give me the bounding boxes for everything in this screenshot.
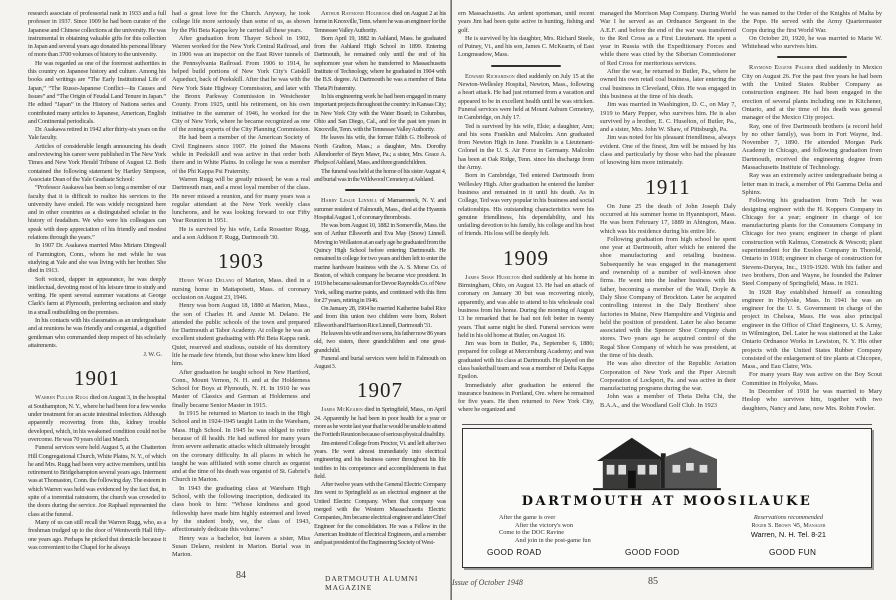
slogan-good-road: GOOD ROAD	[487, 548, 542, 557]
paragraph	[600, 134, 736, 167]
paragraph-text: On October 20, 1920, he was married to Marie W. Whitehead who survives him.	[742, 34, 882, 51]
ad-headline: DARTMOUTH AT MOOSILAUKE	[521, 494, 813, 509]
issue-line: Issue of October 1948	[452, 578, 523, 587]
paragraph-text: died in Springfield, Mass., on April 24. Apparently he had been in poor health for a year or more as he wrote last year that he would be unable to attend the Fortieth Reunion because of serious physical disability.	[314, 406, 446, 439]
paragraph-text: The funeral was held at the home of his sister August 4, and burial was in the Wildwood Cemetery at Ashland.	[314, 167, 446, 183]
class-year-heading: 1911	[645, 174, 691, 199]
paragraph	[458, 10, 594, 35]
paragraph	[172, 485, 310, 535]
paragraph	[314, 93, 446, 134]
paragraph	[172, 35, 310, 135]
paragraph-text: Following his graduation from Tech he was designing engineer with the H. Koppers Company in Chicago for a year; engineer in charge of ice manufacturing plants for the Consumers Company in Chicago for two years; engineer in charge of plant construction with Kalmus, Comstock & Wescott; plant superintendent for the Exolon Company in Thorold, Ontario in 1918; engineer in charge of construction for Stevens-Duryea, Inc., 1919-1920. With his father and two brothers, Don and Wayne, he founded the Palmer Steel Company of Springfield, Mass. in 1921.	[742, 197, 882, 288]
obituary-name: Arthur Raymond Holbrook	[321, 10, 391, 17]
paragraph-text: Warren Rugg will be greatly missed; he was a real Dartmouth man, and a most loyal member of the class. He never missed a reunion, and for many years was a regular attendant at the New York weekly class luncheons, and he was looking forward to our Fifty Year Reunion in 1951.	[172, 175, 310, 225]
poem-line: And join in the post-game fun	[515, 536, 591, 544]
paragraph	[172, 176, 310, 226]
paragraph-text: Immediately after graduation he entered the insurance business in Portland, Ore. where he remained for five years. He then returned to New York City, where he organized and	[458, 381, 594, 414]
paragraph	[314, 197, 446, 222]
page-number-left: 84	[236, 570, 246, 581]
paragraph	[600, 360, 736, 393]
paragraph	[28, 276, 166, 317]
paragraph	[28, 143, 166, 184]
poem-line: After the victory's won	[515, 521, 573, 529]
paragraph	[314, 35, 446, 93]
paragraph	[28, 184, 166, 242]
paragraph-text: Funeral services were held August 5, at the Chatterton Hill Congregational Church, White Plains, N. Y., of which he and Mrs. Rugg had been very active members, until his retirement to Bridgehampton several years ago. Interment was at Thomaston, Conn. the following day. The esteem in which Warren was held was evidenced by the fact that, in spite of a torrential rainstorm, the church was crowded to the doors during the service. Joe Raphael represented the class at the funeral.	[28, 444, 167, 518]
paragraph-text: died suddenly at his home in Birmingham, Ohio, on August 13. He had an attack of coronary on January 30 but was recovering nicely, apparently, and was able to attend to his wholesale coal business from his home. During the morning of August 13 he remarked that he had not felt better in twenty years. That same night he died. Funeral services were held in his old home at Butler, on August 16.	[458, 273, 594, 339]
paragraph	[314, 481, 446, 547]
paragraph	[314, 10, 446, 35]
paragraph	[314, 440, 446, 481]
paragraph-text: For many years Ray was active on the Boy Scout Committee in Holyoke, Mass.	[742, 371, 882, 387]
ad-divider	[462, 424, 872, 425]
paragraph-text: On June 25 the death of John Joseph Daly occurred at his summer home in Hyannisport, Mass. He was born February 17, 1889 in Abington, Mass. which was his residence during his entire life.	[600, 202, 736, 235]
poem-line: Come to the DOC Ravine	[499, 529, 565, 537]
paragraph-text: Born April 19, 1882 in Ashland, Mass. he graduated from the Ashland High School in 1899. Entering Dartmouth, he remained only until the end of his sophomore year when he transferred to Massachusetts Institute of Technology, where he graduated in 1904 with the B.S. degree. At Dartmouth he was a member of Beta Theta Pi fraternity.	[314, 34, 446, 92]
paragraph	[600, 203, 736, 236]
paragraph	[314, 134, 446, 167]
paragraph	[28, 126, 166, 143]
paragraph	[458, 73, 594, 123]
paragraph	[458, 35, 594, 60]
class-year-heading: 1901	[74, 366, 120, 391]
obituary-name: James McKearin	[321, 406, 363, 414]
paragraph	[458, 382, 594, 415]
class-year-heading: 1907	[357, 378, 403, 403]
class-year-heading: 1909	[503, 245, 549, 270]
paragraph-text: died suddenly in Mexico City on August 26. For the past five years he had been with the United States Rubber Company as construction engineer. He had been engaged in the erection of several plants including one in Kitchener, Ontario, and at the time of his death was general manager of the Mexico City project.	[742, 64, 882, 122]
paragraph-text: Jim was born in Butler, Pa., September 6, 1886; prepared for college at Mercersburg Academy; and was graduated with his class at Dartmouth. He played on the class basketball team and was a member of Delta Kappa Epsilon.	[458, 340, 594, 381]
lodge-illustration	[591, 432, 723, 492]
paragraph-text: He was regarded as one of the foremost authorities in this country on Japanese history and culture. Among his books and writings are “The Early Institutional Life of Japan,” “The Russo-Japanese Conflict—Its Causes and Issues” and “The Origin of Feudal Land Tenure in Japan.” He edited “Japan” in the History of Nations series and contributed many articles to Japanese, American, English and Continental periodicals.	[28, 59, 166, 125]
contact-info: Warren, N. H. Tel. 8-21	[750, 530, 826, 540]
paragraph-text: Ray was an extremely active undergraduate being a letter man in track, a member of Phi Gamma Delta and Sphinx.	[742, 172, 882, 196]
poem-line: After the game is over	[499, 514, 556, 521]
paragraph-text: Articles of considerable length announcing his death and reviewing his career were published in The New York Times and New York Herald Tribune of August 12. Both contained the following statement by Hartley Simpson, Associate Dean of the Yale Graduate School:	[28, 142, 166, 183]
paragraph-text: After twelve years with the General Electric Company Jim went to Springfield as an electrical engineer at the United Electric Company. When that company was merged with the Western Massachusetts Electric Companies, Jim became electrical engineer and later Chief Engineer for the consolidation. He was a Fellow in the American Institute of Electrical Engineers, and a member and past president of the Engineering Society of West-	[314, 481, 446, 547]
right-column-1	[458, 10, 594, 415]
slogan-good-fun: GOOD FUN	[769, 548, 817, 557]
obituary-name: Raymond Eugene Palmer	[749, 64, 814, 72]
paragraph	[742, 10, 882, 35]
paragraph-text: In his engineering work he had been engaged in many important projects throughout the country: in Kansas City; in New York City with the Water Board; in Columbus, Ohio and San Diego, Cal., and for the past ten years in Knoxville, Tenn. with the Tennessee Valley Authority.	[314, 92, 446, 134]
section-divider	[345, 189, 415, 191]
paragraph-text: he was named to the Order of the Knights of Malta by the Pope. He served with the Army Quartermaster Corps during the first World War.	[742, 10, 882, 34]
paragraph-text: Funeral and burial services were held in Falmouth on August 3.	[314, 354, 446, 371]
paragraph	[28, 60, 166, 126]
paragraph-text: In 1907 Dr. Asakawa married Miss Miriam Dingwall of Farmington, Conn., whom he met while he was studying at Yale and she was living with her brother. She died in 1913.	[28, 242, 166, 275]
section-divider	[777, 56, 847, 58]
paragraph	[28, 10, 166, 60]
paragraph-text: Jim was noted for his pleasant friendliness, always evident. One of the finest, Jim will be missed by his class and particularly by those who had the pleasure of knowing him more intimately.	[600, 134, 736, 167]
paragraph	[172, 369, 310, 410]
paragraph	[172, 277, 310, 302]
paragraph-text: Born in Cambridge, Ted entered Dartmouth from Wellesley High. After graduation he entered the lumber business and remained in it until his death. As in College, Ted was very popular in his business and social relationships. His outstanding characteristics were his genuine friendliness, his dependability, and his unfailing devotion to his family, his college and his host of friends. His loss will be deeply felt.	[458, 172, 594, 238]
paragraph	[600, 101, 736, 134]
paragraph	[600, 10, 736, 68]
reservations-note: Reservations recommended	[753, 514, 823, 521]
manager-name: Roger S. Brown '45, Manager	[751, 521, 826, 529]
paragraph-text: After graduation from Thayer School in 1902, Warren worked for the New York Central Railroad, and in 1906 was an inspector on the East River tunnels of the Pennsylvania Railroad. From 1906 to 1914, he helped build portions of New York City's Catskill Aqueduct, back of Peekskill. After that he was with the New York State Highway Commission, and later with the Bronx Parkway Commission in Westchester County. From 1925, until his retirement, on his own initiative in the summer of 1946, he worked for the City of New York, where he became recognized as one of the zoning experts of the City Planning Commission.	[172, 34, 310, 134]
paragraph-text: He leaves his wife, the former Edith G. Holbrook of North Grafton, Mass.; a daughter, Mrs. Dorothy Allendoerfer of Bryn Mawr, Pa.; a sister, Mrs. Grace A. Phelps of Ashland, Mass. and three grandchildren.	[314, 134, 446, 167]
paragraph-text: Soft voiced, dapper in appearance, he was deeply intellectual, devoting most of his leisure time to study and writing. He spent several summer vacations at George Clark's farm at Plymouth, preferring seclusion and study in a small outbuilding on the premises.	[28, 275, 166, 316]
running-head: DARTMOUTH ALUMNI MAGAZINE	[325, 574, 419, 592]
paragraph-text: He had been a member of the American Society of Civil Engineers since 1907. He joined the Masons while in Peekskill and was active in that order both there and in White Plains. In college he was a member of the Phi Kappa Psi Fraternity.	[172, 134, 310, 175]
obituary-name: James Shaw Huselton	[465, 273, 520, 281]
paragraph	[600, 236, 736, 360]
paragraph	[458, 123, 594, 173]
paragraph-text: “Professor Asakawa has been so long a member of our faculty that it is difficult to realize his services to the university have ended. He was widely recognized here and in other countries as a distinguished scholar in the history of feudalism. We who were his colleagues can speak with deep appreciation of his friendly and modest relations through the years.”	[28, 184, 166, 242]
left-column-1	[28, 10, 166, 552]
paragraph-text: Many of us can still recall the Warren Rugg, who, as a freshman trudged up to the door of Wentworth Hall fifty-one years ago. Perhaps he picked that domicile because it was convenient to the Chapel for he always	[28, 518, 166, 551]
paragraph-text: He is survived by his wife, Leila Rossetter Rugg, and a son Addison F. Rugg, Dartmouth '30.	[172, 225, 310, 242]
paragraph-text: In December of 1918 he was married to Mary Heslop who survives him, together with two daughters, Nancy and Jane, now Mrs. Robin Fowler.	[742, 388, 882, 412]
paragraph	[600, 68, 736, 101]
paragraph-text: died on August 2 at his home in Knoxville, Tenn. where he was an engineer for the Tennessee Valley Authority.	[314, 10, 446, 34]
paragraph	[28, 317, 166, 350]
paragraph-text: Following graduation from high school he spent one year at Dartmouth, after which he entered the shoe manufacturing and retailing business. Subsequently he was engaged in the management and ownership of a number of well-known shoe firms. He went into the leather business with his father, becoming a member of the Wall, Doyle & Daly Shoe Company of Brockton. Later he acquired controlling interest in the Daly Brothers' shoe factories in Maine, New Hampshire and Virginia and held the position of president. Later he also became associated with the Spencer Shoe Company chain stores. Two years ago he acquired control of the Regal Shoe Company of which he was president, at the time of his death.	[600, 235, 736, 359]
paragraph	[742, 172, 882, 197]
paragraph	[172, 134, 310, 175]
slogan-good-food: GOOD FOOD	[625, 548, 680, 557]
paragraph-text: Henry was a bachelor, but leaves a sister, Miss Susan Delano, resident in Marion. Burial was in Marion.	[172, 534, 310, 559]
paragraph-text: managed the Morrison Map Company. During World War I he served as an Ordnance Sergeant in the A.E.F. and before the end of the war was transferred to the Red Cross as a First Lieutenant. He spent a year in Russia with the Expeditionary Forces and while there was cited by the Siberian Commissioner of Red Cross for meritorious services.	[600, 10, 736, 67]
paragraph	[28, 242, 166, 275]
obituary-name: Harry Leslie Linnell	[321, 197, 378, 205]
paragraph-text: In 1915 he returned to Marion to teach in the High School and in 1924-1945 taught Latin in the Wareham, Mass. High School. In 1945 he was obliged to retire because of ill health. He had suffered for many years from severe asthmatic attacks which ultimately brought on the coronary difficulty. In all places in which he taught he was affiliated with some church as organist and at the time of his death was organist of St. Gabriel's Church in Marion.	[172, 410, 310, 484]
paragraph-text: He was also director of the Republic Aviation Corporation of New York and the Piper Aircraft Corporation of Lockport, Pa. and was active in their manufacturing programs during the war.	[600, 360, 736, 393]
paragraph	[28, 394, 166, 444]
class-year-heading: 1903	[218, 249, 264, 274]
paragraph-text: He was born August 10, 1882 in Somerville, Mass. the son of Arthur Ellsworth and Eva May (Snow) Linnell. Moving to Wollaston at an early age he graduated from the Quincy High School before entering Dartmouth. He remained in college for two years and then left to enter the marine hardware business with the A. S. Morse Co. of Boston, of which company he became vice president. In 1919 he became salesman for Devoe Raynolds Co. of New York, selling marine paints, and continued with this firm for 27 years, retiring in 1946.	[314, 222, 446, 304]
paragraph	[458, 340, 594, 381]
paragraph-text: died suddenly on July 15 at the Newton-Wellesley Hospital, Newton, Mass., following a heart attack. He had just returned from a vacation and appeared to be in excellent health until he was stricken. Funeral services were held at Mount Auburn Cemetery, in Cambridge, on July 17.	[458, 72, 594, 122]
paragraph-text: of Mamaroneck, N. Y. and summer resident of Falmouth, Mass., died at the Hyannis Hospital August 1, of coronary thrombosis.	[314, 197, 446, 221]
paragraph-text: He is survived by his daughter, Mrs. Richard Steele, of Putney, Vt., and his son, James C. McKearin, of East Longmeadow, Mass.	[458, 34, 594, 59]
obituary-name: Warren Fuller Rugg	[35, 394, 89, 402]
paragraph-text: John was a member of Theta Delta Chi, the B.A.A., and the Woodland Golf Club. In 1923	[600, 393, 736, 409]
right-column-2	[600, 10, 736, 410]
paragraph	[172, 302, 310, 368]
paragraph	[742, 35, 882, 52]
paragraph	[172, 535, 310, 560]
paragraph	[314, 168, 446, 185]
paragraph-text: Ray, one of five Dartmouth brothers (a record held by no other family), was born in Fort Wayne, Ind. November 7, 1890. He attended Morgan Park Academy in Chicago, and following graduation from Dartmouth, received the engineering degree from Massachusetts Institute of Technology.	[742, 122, 882, 172]
paragraph	[742, 289, 882, 372]
paragraph-text: Ted is survived by his wife, Elsie; a daughter, Ann; and his sons Franklin and Malcolm. Ann graduated from Newton High in June. Franklin is a Lieutenant-Colonel in the U. S. Air Force in Germany. Malcolm has been at Oak Ridge, Tenn. since his discharge from the Army.	[458, 122, 594, 172]
paragraph-text: Jim was married in Washington, D. C., on May 7, 1919 to Mary Pepper, who survives him. He is also survived by a brother, E. C. Huselton, of Butler, Pa., and a sister, Mrs. John W. Shaw, of Pittsburgh, Pa.	[600, 101, 736, 134]
moosilauke-advertisement	[462, 428, 872, 568]
paragraph-text: research associate of professorial rank in 1933 and a full professor in 1937. Since 1909 he had been curator of the Japanese and Chinese collections at the university. He was instrumental in obtaining valuable gifts for this collection in Japan and several years ago donated his personal library of more than 3700 volumes of history to the university.	[28, 10, 166, 59]
author-initials: J. W. G.	[143, 351, 162, 359]
paragraph	[314, 330, 446, 355]
paragraph-text: died on August 3, in the hospital at Southampton, N. Y., where he had been for a few weeks under treatment for an acute intestinal infection. Although apparently recovering from this, kidney trouble developed, which, in his weakened condition could not be overcome. He was 70 years old last March.	[28, 394, 166, 443]
paragraph-text: of Marion, Mass. died in a nursing home in Mattapoisett, Mass. of coronary occlusion on August 23, 1946.	[172, 277, 311, 301]
paragraph	[742, 388, 882, 413]
paragraph	[742, 64, 882, 122]
paragraph	[314, 222, 446, 305]
paragraph-text: ern Massachusetts. An ardent sportsman, until recent years Jim had been quite active in hunting, fishing and golf.	[458, 10, 594, 34]
paragraph	[458, 172, 594, 238]
ad-poem	[499, 514, 591, 544]
paragraph-text: had a great love for the Church. Anyway, he took college life more seriously than some of us, as shown by the Phi Beta Kappa key he carried all these years.	[172, 10, 310, 34]
paragraph	[172, 410, 310, 485]
paragraph-text: In 1928 Ray established himself as consulting engineer in Holyoke, Mass. In 1941 he was an engineer for the U. S. Government in charge of the project in Chelsea, Mass. He was also principal engineer in the Office of Chief Engineers, U. S. Army, in Wilmington, Del. Later he was stationed at the Lake Ontario Ordnance Works in Lewiston, N. Y. His other projects with the United States Rubber Company consisted of the enlargement of tire plants at Chicopee, Mass., and Eau Claire, Wis.	[742, 288, 882, 371]
paragraph	[742, 371, 882, 388]
paragraph-text: Henry was born August 18, 1880 at Marion, Mass., the son of Charles H. and Annie M. Delano. He attended the public schools of the town and prepared for Dartmouth at Tabor Academy. At college he was an excellent student graduating with Phi Beta Kappa rank. Quiet, reserved and studious, outside of his dormitory life he made few friends, but those who knew him liked him.	[172, 302, 310, 368]
paragraph-text: After graduation he taught school in New Hartford, Conn., Mount Vernon, N. H. and at the Holderness School for Boys at Plymouth, N. H. In 1910 he was Master of Classics and German at Holderness and finally became Senior Master in 1915.	[172, 368, 310, 409]
paragraph	[172, 10, 310, 35]
ad-reservations	[751, 514, 826, 539]
right-column-3	[742, 10, 882, 413]
paragraph	[28, 519, 166, 552]
paragraph	[314, 305, 446, 330]
paragraph-text: After the war, he returned to Butler, Pa., where he owned his own retail coal business, later entering the coal business in Cleveland, Ohio. He was engaged in this business at the time of his death.	[600, 68, 736, 100]
left-column-3	[314, 10, 446, 548]
paragraph	[600, 393, 736, 410]
paragraph	[458, 274, 594, 340]
left-column-2	[172, 10, 310, 559]
obituary-name: Henry Ward Delano	[179, 277, 235, 285]
paragraph-text: On January 28, 1904 he married Katherine Isabel Rice and from this union two children were born, Robert Ellsworth and Harrison Rice Linnell, Dartmouth '31.	[314, 305, 446, 329]
section-divider	[491, 65, 561, 67]
paragraph	[314, 355, 446, 372]
paragraph-text: Dr. Asakawa retired in 1942 after thirty-six years on the Yale faculty.	[28, 126, 166, 142]
obituary-name: Edward Richardson	[465, 72, 515, 80]
paragraph	[742, 123, 882, 173]
page-number-right: 85	[648, 576, 658, 587]
paragraph	[28, 444, 166, 519]
paragraph-text: Jim entered College from Proctor, Vt. and left after two years. He went almost immediately into electrical engineering and his business career throughout his life testifies to his competence and accomplishments in that field.	[314, 439, 446, 480]
paragraph	[742, 197, 882, 288]
paragraph-text: In 1943 the graduating class at Wareham High School, with the following inscription, dedicated its class book to him: “Whose kindness and good fellowship have made him highly esteemed and loved by the student body, we, the class of 1943, affectionately dedicate this volume.”	[172, 484, 310, 534]
paragraph-text: He leaves his wife and two sons, his father now 86 years old, two sisters, three grandchildren and one great-grandchild.	[314, 329, 446, 354]
paragraph	[172, 226, 310, 243]
paragraph-text: In his contacts with his classmates as an undergraduate and at reunions he was friendly and congenial, a dignified gentleman who commanded deep respect of his scholarly attainments.	[28, 316, 166, 349]
paragraph	[314, 406, 446, 439]
